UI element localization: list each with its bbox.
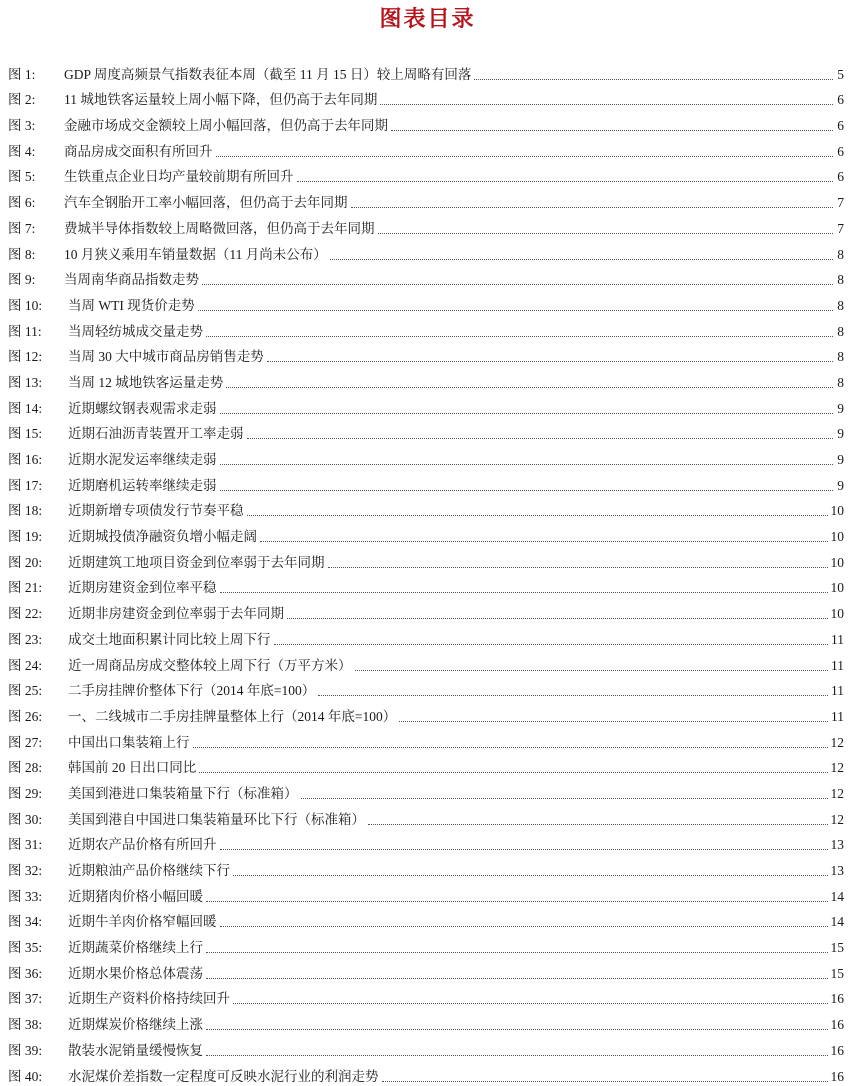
toc-entry[interactable] — [8, 1008, 844, 1034]
dot-leader — [206, 1028, 828, 1030]
figure-caption[interactable]: 11 城地铁客运量较上周小幅下降，但仍高于去年同期 — [64, 92, 378, 108]
page-number[interactable]: 8 — [837, 246, 844, 262]
figure-number: 图 30: — [8, 811, 43, 827]
toc-entry[interactable] — [8, 469, 844, 495]
figure-caption[interactable]: 美国到港进口集装箱量下行（标准箱） — [68, 785, 298, 801]
figure-number: 图 9: — [8, 272, 36, 288]
dot-leader — [220, 848, 828, 850]
figure-number: 图 2: — [8, 92, 36, 108]
toc-entry[interactable] — [8, 238, 844, 264]
toc-entry[interactable] — [8, 315, 844, 341]
page-number[interactable]: 13 — [830, 863, 844, 878]
toc-entry[interactable] — [8, 675, 844, 701]
toc-entry[interactable] — [8, 392, 844, 418]
toc-entry[interactable] — [8, 931, 844, 957]
dot-leader — [318, 694, 828, 696]
toc-entry[interactable] — [8, 623, 844, 649]
dot-leader — [220, 412, 834, 414]
figure-caption[interactable]: 近期建筑工地项目资金到位率弱于去年同期 — [68, 554, 325, 570]
dot-leader — [206, 900, 828, 902]
figure-number: 图 23: — [8, 631, 43, 647]
figure-number: 图 39: — [8, 1042, 43, 1058]
page-number[interactable]: 9 — [837, 477, 844, 493]
figure-number: 图 1: — [8, 66, 36, 82]
figure-caption[interactable]: GDP 周度高频景气指数表征本周（截至 11 月 15 日）较上周略有回落 — [64, 66, 472, 82]
dot-leader — [247, 514, 828, 516]
figure-number: 图 17: — [8, 477, 43, 493]
figure-number: 图 24: — [8, 657, 43, 673]
page-number[interactable]: 9 — [837, 426, 844, 442]
figure-caption[interactable]: 当周轻纺城成交量走势 — [68, 323, 203, 339]
figure-number: 图 13: — [8, 374, 43, 390]
figure-number: 图 8: — [8, 246, 36, 262]
figure-caption[interactable]: 近期牛羊肉价格窄幅回暖 — [68, 914, 217, 930]
toc-entry[interactable] — [8, 495, 844, 521]
page-number[interactable]: 14 — [830, 914, 844, 930]
figure-number: 图 36: — [8, 965, 43, 981]
figure-caption[interactable]: 当周 12 城地铁客运量走势 — [68, 374, 224, 390]
toc-entry[interactable] — [8, 135, 844, 161]
toc-entry[interactable] — [8, 829, 844, 855]
dot-leader — [399, 720, 828, 722]
toc-entry[interactable] — [8, 58, 844, 84]
figure-caption[interactable]: 近期粮油产品价格继续下行 — [68, 863, 230, 878]
figure-number: 图 37: — [8, 991, 43, 1007]
dot-leader — [206, 335, 833, 337]
page-number[interactable]: 16 — [830, 991, 844, 1007]
dot-leader — [391, 129, 833, 131]
page-number[interactable]: 10 — [830, 580, 844, 596]
page-number[interactable]: 9 — [837, 452, 844, 467]
toc-entry[interactable] — [8, 700, 844, 726]
figure-number: 图 18: — [8, 503, 43, 519]
figure-caption[interactable]: 成交土地面积累计同比较上周下行 — [68, 631, 271, 647]
toc-entry[interactable] — [8, 1060, 844, 1086]
dot-leader — [206, 977, 828, 979]
toc-entry[interactable] — [8, 854, 844, 880]
page-number[interactable]: 15 — [830, 965, 844, 981]
toc-entry[interactable] — [8, 983, 844, 1009]
dot-leader — [220, 463, 834, 465]
page-number[interactable]: 11 — [831, 708, 844, 724]
figure-number: 图 7: — [8, 220, 36, 236]
page-number[interactable]: 15 — [830, 940, 844, 956]
page-number[interactable]: 12 — [830, 811, 844, 827]
figure-number: 图 28: — [8, 760, 43, 776]
figure-caption[interactable]: 当周南华商品指数走势 — [64, 272, 199, 288]
figure-caption[interactable]: 费城半导体指数较上周略微回落，但仍高于去年同期 — [64, 220, 375, 236]
page-number[interactable]: 11 — [831, 683, 844, 699]
dot-leader — [380, 103, 833, 105]
dot-leader — [368, 823, 828, 825]
page-number[interactable]: 11 — [831, 657, 844, 673]
figure-number: 图 29: — [8, 785, 43, 801]
dot-leader — [474, 78, 833, 80]
figure-caption[interactable]: 近期农产品价格有所回升 — [68, 837, 217, 853]
figure-number: 图 19: — [8, 529, 43, 545]
toc-entry[interactable] — [8, 366, 844, 392]
toc-entry[interactable] — [8, 572, 844, 598]
dot-leader — [297, 180, 834, 182]
figure-number: 图 21: — [8, 580, 43, 596]
toc-entry[interactable] — [8, 520, 844, 546]
figure-caption[interactable]: 10 月狭义乘用车销量数据（11 月尚未公布） — [64, 246, 327, 262]
page-number[interactable]: 7 — [837, 220, 844, 236]
dot-leader — [274, 643, 829, 645]
page-number[interactable]: 8 — [837, 323, 844, 339]
figure-caption[interactable]: 近期猪肉价格小幅回暖 — [68, 888, 203, 904]
figure-caption[interactable]: 近期城投债净融资负增小幅走阔 — [68, 529, 257, 545]
page-number[interactable]: 5 — [837, 66, 844, 82]
figure-number: 图 11: — [8, 323, 42, 339]
dot-leader — [351, 206, 834, 208]
figure-number: 图 27: — [8, 734, 43, 750]
page-number[interactable]: 8 — [837, 374, 844, 390]
figure-caption[interactable]: 美国到港自中国进口集装箱量环比下行（标准箱） — [68, 811, 365, 827]
page-number[interactable]: 16 — [830, 1042, 844, 1058]
page-number[interactable]: 10 — [830, 554, 844, 570]
page-number[interactable]: 8 — [837, 297, 844, 313]
figure-list — [8, 58, 844, 1086]
toc-entry[interactable] — [8, 880, 844, 906]
figure-caption[interactable]: 近期磨机运转率继续走弱 — [68, 477, 217, 493]
figure-caption[interactable]: 近期蔬菜价格继续上行 — [68, 940, 203, 956]
toc-entry[interactable] — [8, 289, 844, 315]
figure-caption[interactable]: 散装水泥销量缓慢恢复 — [68, 1042, 203, 1058]
dot-leader — [355, 669, 829, 671]
dot-leader — [247, 437, 834, 439]
dot-leader — [206, 1054, 828, 1056]
page-number[interactable]: 16 — [830, 1068, 844, 1084]
dot-leader — [233, 874, 828, 876]
toc-entry[interactable] — [8, 752, 844, 778]
dot-leader — [199, 771, 827, 773]
figure-caption[interactable]: 一、二线城市二手房挂牌量整体上行（2014 年底=100） — [68, 708, 397, 724]
figure-caption[interactable]: 当周 WTI 现货价走势 — [68, 297, 195, 313]
figure-number: 图 3: — [8, 118, 36, 134]
page-number[interactable]: 7 — [837, 195, 844, 211]
dot-leader — [216, 155, 834, 157]
figure-caption[interactable]: 水泥煤价差指数一定程度可反映水泥行业的利润走势 — [68, 1068, 379, 1084]
dot-leader — [267, 360, 833, 362]
toc-entry[interactable] — [8, 957, 844, 983]
figure-number: 图 26: — [8, 708, 43, 724]
page-number[interactable]: 10 — [830, 529, 844, 545]
toc-entry[interactable] — [8, 649, 844, 675]
figure-number: 图 38: — [8, 1017, 43, 1033]
figure-caption[interactable]: 近期水果价格总体震荡 — [68, 965, 203, 981]
figure-number: 图 12: — [8, 349, 43, 365]
toc-entry[interactable] — [8, 212, 844, 238]
figure-caption[interactable]: 汽车全钢胎开工率小幅回落，但仍高于去年同期 — [64, 195, 348, 211]
figure-number: 图 34: — [8, 914, 43, 930]
page-number[interactable]: 16 — [830, 1017, 844, 1033]
toc-entry[interactable] — [8, 186, 844, 212]
figure-number: 图 31: — [8, 837, 43, 853]
toc-entry[interactable] — [8, 726, 844, 752]
page-number[interactable]: 12 — [830, 760, 844, 776]
dot-leader — [202, 283, 833, 285]
dot-leader — [328, 566, 828, 568]
figure-number: 图 10: — [8, 297, 43, 313]
figure-caption[interactable]: 近期水泥发运率继续走弱 — [68, 452, 217, 467]
page-number[interactable]: 10 — [830, 503, 844, 519]
figure-number: 图 33: — [8, 888, 43, 904]
figure-number: 图 14: — [8, 400, 43, 416]
dot-leader — [206, 951, 828, 953]
dot-leader — [378, 232, 834, 234]
toc-entry[interactable] — [8, 341, 844, 367]
page-number[interactable]: 6 — [837, 169, 844, 185]
dot-leader — [193, 746, 828, 748]
figure-number: 图 22: — [8, 606, 43, 622]
page-number[interactable]: 11 — [831, 631, 844, 647]
page-number[interactable]: 6 — [837, 143, 844, 159]
toc-entry[interactable] — [8, 906, 844, 932]
toc-entry[interactable] — [8, 777, 844, 803]
toc-entry[interactable] — [8, 109, 844, 135]
toc-entry[interactable] — [8, 418, 844, 444]
dot-leader — [260, 540, 828, 542]
toc-entry[interactable] — [8, 84, 844, 110]
figure-caption[interactable]: 近期房建资金到位率平稳 — [68, 580, 217, 596]
figure-caption[interactable]: 近期非房建资金到位率弱于去年同期 — [68, 606, 284, 622]
page-number[interactable]: 8 — [837, 349, 844, 365]
page-number[interactable]: 6 — [837, 118, 844, 134]
figure-caption[interactable]: 二手房挂牌价整体下行（2014 年底=100） — [68, 683, 316, 699]
figure-caption[interactable]: 近期石油沥青装置开工率走弱 — [68, 426, 244, 442]
figure-caption[interactable]: 近期煤炭价格继续上涨 — [68, 1017, 203, 1033]
page-number[interactable]: 8 — [837, 272, 844, 288]
figure-caption[interactable]: 韩国前 20 日出口同比 — [68, 760, 197, 776]
figure-number: 图 32: — [8, 863, 43, 878]
page-number[interactable]: 13 — [830, 837, 844, 853]
dot-leader — [287, 617, 828, 619]
dot-leader — [220, 489, 834, 491]
page-number[interactable]: 12 — [830, 785, 844, 801]
figure-number: 图 15: — [8, 426, 43, 442]
figure-number: 图 4: — [8, 143, 36, 159]
figure-caption[interactable]: 近一周商品房成交整体较上周下行（万平方米） — [68, 657, 352, 673]
dot-leader — [220, 925, 828, 927]
page-number[interactable]: 14 — [830, 888, 844, 904]
figure-caption[interactable]: 金融市场成交金额较上周小幅回落，但仍高于去年同期 — [64, 118, 388, 134]
figure-number: 图 6: — [8, 195, 36, 211]
figure-caption[interactable]: 当周 30 大中城市商品房销售走势 — [68, 349, 264, 365]
toc-entry[interactable] — [8, 597, 844, 623]
figure-caption[interactable]: 生铁重点企业日均产量较前期有所回升 — [64, 169, 294, 185]
dot-leader — [198, 309, 833, 311]
toc-entry[interactable] — [8, 443, 844, 469]
dot-leader — [330, 258, 833, 260]
page-title: 图表目录 — [379, 6, 476, 32]
toc-entry[interactable] — [8, 546, 844, 572]
toc-entry[interactable] — [8, 264, 844, 290]
dot-leader — [220, 591, 828, 593]
figure-caption[interactable]: 商品房成交面积有所回升 — [64, 143, 213, 159]
figure-caption[interactable]: 近期生产资料价格持续回升 — [68, 991, 230, 1007]
page-number[interactable]: 9 — [837, 400, 844, 416]
toc-entry[interactable] — [8, 1034, 844, 1060]
dot-leader — [301, 797, 828, 799]
toc-entry[interactable] — [8, 803, 844, 829]
figure-number: 图 5: — [8, 169, 36, 185]
figure-caption[interactable]: 近期螺纹钢表观需求走弱 — [68, 400, 217, 416]
page-number[interactable]: 6 — [837, 92, 844, 108]
dot-leader — [233, 1002, 828, 1004]
figure-caption[interactable]: 近期新增专项债发行节奏平稳 — [68, 503, 244, 519]
toc-entry[interactable] — [8, 161, 844, 187]
figure-caption[interactable]: 中国出口集装箱上行 — [68, 734, 190, 750]
figure-number: 图 40: — [8, 1068, 43, 1084]
figure-number: 图 16: — [8, 452, 43, 467]
dot-leader — [226, 386, 833, 388]
page-number[interactable]: 10 — [830, 606, 844, 622]
figure-number: 图 25: — [8, 683, 43, 699]
page-number[interactable]: 12 — [830, 734, 844, 750]
figure-number: 图 35: — [8, 940, 43, 956]
figure-number: 图 20: — [8, 554, 43, 570]
